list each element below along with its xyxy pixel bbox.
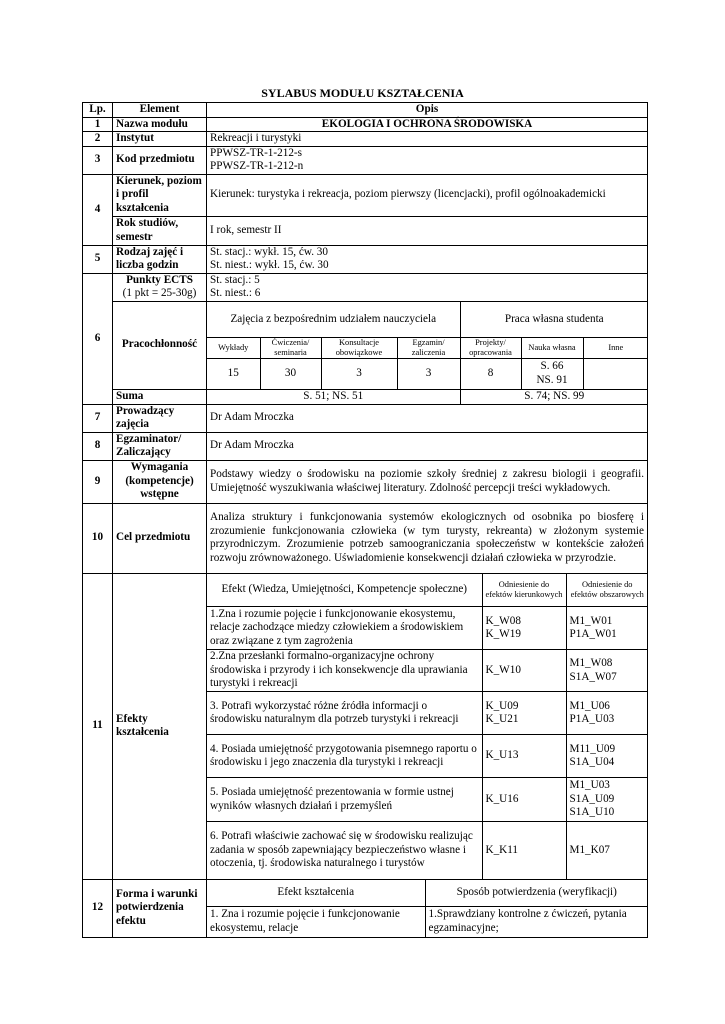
ects-title: Punkty ECTS [126,273,193,286]
outcome-area: M1_U06 P1A_U03 [566,692,648,735]
workload-grid [207,301,648,389]
val-lectures: 15 [207,359,260,389]
class-hours [207,245,648,273]
row-9-label: Wymagania (kompetencje) wstępne [113,460,207,503]
sum-label: Suma [113,389,207,404]
study-field-value: Kierunek: turystyka i rekreacja, poziom pierwszy (licencjacki), profil ogólnoakademicki [207,174,648,216]
row-11-lp: 11 [83,573,113,879]
ects-stationary: St. stacj.: 5 [210,273,260,286]
outcome-area: M1_U03 S1A_U09 S1A_U10 [566,778,648,822]
header-opis: Opis [207,103,648,118]
outcome-text: 3. Potrafi wykorzystać różne źródła informacji o środowisku naturalnym dla potrzeb turystyki i rekreacji [207,692,482,735]
outcome-text: 2.Zna przesłanki formalno-organizacyjne ochrony środowiska i przyrody i ich konsekwencje dla uprawiania turystyki i rekreacji [207,650,482,692]
row-4-lp: 4 [83,174,113,245]
outcome-area: M1_K07 [566,822,648,879]
document-title: SYLABUS MODUŁU KSZTAŁCENIA [261,86,464,100]
outcome-direction: K_K11 [482,822,566,879]
row-1-lp: 1 [83,117,113,132]
workload-label: Pracochłonność [113,301,207,389]
row-4b-label: Rok studiów, semestr [113,216,207,245]
sum-contact: S. 51; NS. 51 [207,390,460,404]
course-code-s: PPWSZ-TR-1-212-s [210,146,302,159]
val-exams: 3 [397,359,460,389]
row-7-lp: 7 [83,404,113,432]
outcomes-table [207,574,648,879]
verification-header-method: Sposób potwierdzenia (weryfikacji) [425,880,648,907]
val-other [583,359,648,389]
header-element: Element [113,103,207,118]
row-8-lp: 8 [83,432,113,460]
outcome-direction: K_U13 [482,735,566,778]
outcome-area: M1_W01 P1A_W01 [566,607,648,650]
ects-value [207,273,648,301]
row-10-lp: 10 [83,503,113,573]
row-1-label: Nazwa modułu [113,117,207,132]
self-study-ns: NS. 91 [536,373,568,386]
outcome-text: 1.Zna i rozumie pojęcie i funkcjonowanie ekosystemu, relacje zachodzące miedzy człowiekiem a środowiskiem oraz związane z tym zagrożenia [207,607,482,650]
outcome-row [207,822,648,879]
row-12-lp: 12 [83,879,113,937]
header-lp: Lp. [83,103,113,118]
row-10-label: Cel przedmiotu [113,503,207,573]
course-code [207,146,648,174]
lecturer-value: Dr Adam Mroczka [207,404,648,432]
outcome-direction: K_U16 [482,778,566,822]
study-year-value: I rok, semestr II [207,216,648,245]
outcome-text: 6. Potrafi właściwie zachować się w środowisku realizując zadania w sposób zapewniający bezpieczeństwo własne i otoczenia, tj. środowiska naturalnego i turystów [207,822,482,879]
ects-subtitle: (1 pkt = 25-30g) [122,287,197,299]
module-name: EKOLOGIA I OCHRONA ŚRODOWISKA [207,117,648,132]
row-9-lp: 9 [83,460,113,503]
outcomes-header-area: Odniesienie do efektów obszarowych [566,574,648,607]
col-other: Inne [583,338,648,359]
row-7-label: Prowadzący zajęcia [113,404,207,432]
requirements-value: Podstawy wiedzy o środowisku na poziomie szkoły średniej z zakresu biologii i geografii. Umiejętność wyszukiwania właściwej literatury. Zdolność percepcji treści wykładowych. [207,460,648,503]
col-projects: Projekty/ opracowania [460,338,521,359]
verification [207,879,648,937]
row-8-label: Egzaminator/ Zaliczający [113,432,207,460]
hours-stationary: St. stacj.: wykł. 15, ćw. 30 [210,245,328,258]
row-12-label: Forma i warunki potwierdzenia efektu [113,879,207,937]
outcome-direction: K_W10 [482,650,566,692]
val-projects: 8 [460,359,521,389]
outcome-row [207,692,648,735]
row-2-lp: 2 [83,132,113,147]
row-4-label: Kierunek, poziom i profil kształcenia [113,174,207,216]
outcome-row [207,607,648,650]
outcome-area: M11_U09 S1A_U04 [566,735,648,778]
contact-hours-header: Zajęcia z bezpośrednim udziałem nauczyciela [207,302,460,338]
col-consultations: Konsultacje obowiązkowe [321,338,397,359]
syllabus-table [82,102,648,938]
row-5-label: Rodzaj zajęć i liczba godzin [113,245,207,273]
col-self-study: Nauka własna [521,338,583,359]
row-6-lp: 6 [83,273,113,404]
row-3-label: Kod przedmiotu [113,146,207,174]
verification-effect: 1. Zna i rozumie pojęcie i funkcjonowanie ekosystemu, relacje [207,907,425,937]
row-5-lp: 5 [83,245,113,273]
sum-values [207,389,648,404]
outcome-area: M1_W08 S1A_W07 [566,650,648,692]
own-work-header: Praca własna studenta [460,302,648,338]
col-exercises: Ćwiczenia/ seminaria [260,338,321,359]
col-lectures: Wykłady [207,338,260,359]
examiner-value: Dr Adam Mroczka [207,432,648,460]
self-study-s: S. 66 [540,360,564,373]
val-self-study [521,359,583,389]
row-2-label: Instytut [113,132,207,147]
verification-table [207,880,648,937]
outcomes-header-effect: Efekt (Wiedza, Umiejętności, Kompetencje społeczne) [207,574,482,607]
outcome-row [207,778,648,822]
ects-label [113,273,207,301]
learning-outcomes [207,573,648,879]
outcome-direction: K_W08 K_W19 [482,607,566,650]
course-goal-value: Analiza struktury i funkcjonowania systemów ekologicznych od osobnika po biosferę i zrozumienie funkcjonowania człowieka (w tym turysty, rekreanta) w złożonym systemie przyrodniczym. Zrozumienie potrzeb samoograniczania społeczeństw w kontekście założeń rozwoju zrównoważonego. Uświadomienie konsekwencji działań człowieka w przyrodzie. [207,503,648,573]
outcomes-header-direction: Odniesienie do efektów kierunkowych [482,574,566,607]
ects-extramural: St. niest.: 6 [210,287,261,299]
val-consultations: 3 [321,359,397,389]
outcome-direction: K_U09 K_U21 [482,692,566,735]
verification-header-effect: Efekt kształcenia [207,880,425,907]
val-exercises: 30 [260,359,321,389]
sum-own: S. 74; NS. 99 [460,390,648,404]
row-11-label: Efekty kształcenia [113,573,207,879]
verification-method: 1.Sprawdziany kontrolne z ćwiczeń, pytania egzaminacyjne; [425,907,648,937]
col-exams: Egzamin/ zaliczenia [397,338,460,359]
outcome-row [207,735,648,778]
outcome-row [207,650,648,692]
outcome-text: 5. Posiada umiejętność prezentowania w formie ustnej wyników własnych działań i przemyśleń [207,778,482,822]
institute-value: Rekreacji i turystyki [207,132,648,147]
row-3-lp: 3 [83,146,113,174]
outcome-text: 4. Posiada umiejętność przygotowania pisemnego raportu o środowisku i jego znaczenia dla turystyki i rekreacji [207,735,482,778]
course-code-n: PPWSZ-TR-1-212-n [210,160,304,172]
hours-extramural: St. niest.: wykł. 15, ćw. 30 [210,259,329,271]
